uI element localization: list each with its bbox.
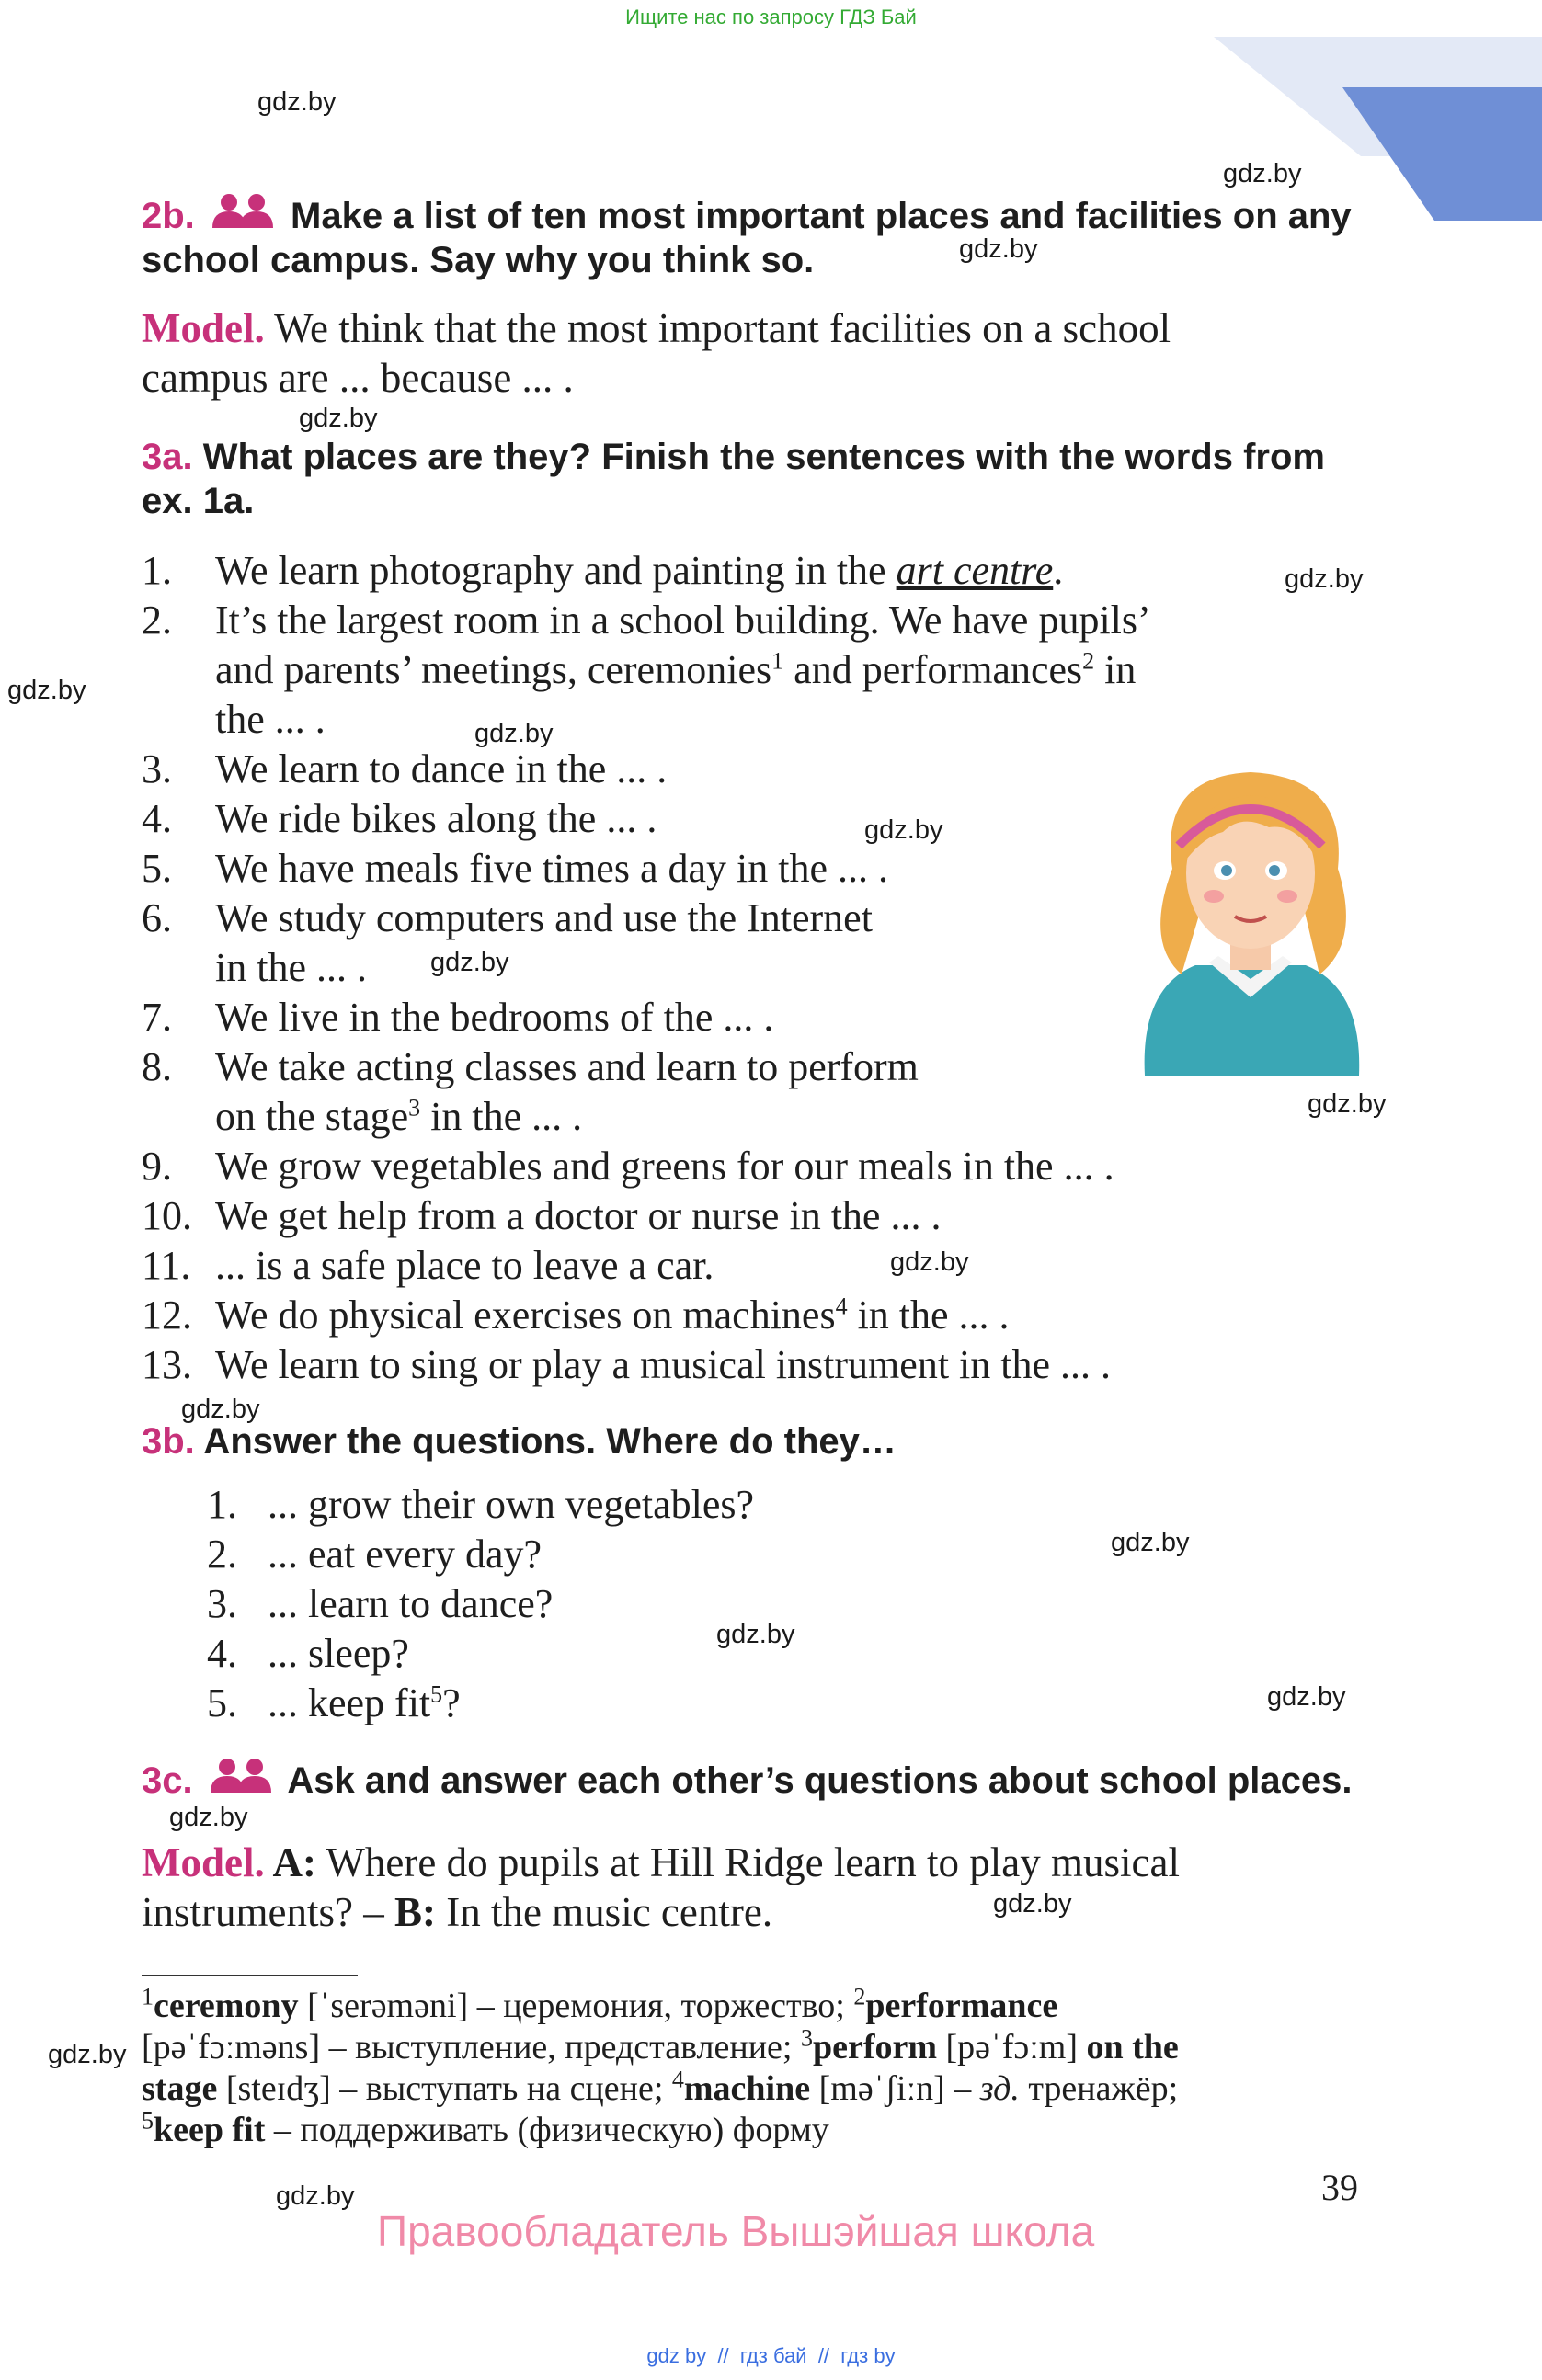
task-3b	[142, 1419, 897, 1463]
footnote-number: 2	[853, 1983, 866, 2010]
watermark: gdz.by	[1285, 564, 1364, 594]
watermark: gdz.by	[993, 1889, 1072, 1919]
item-number: 13.	[142, 1342, 192, 1387]
list-item	[142, 894, 873, 943]
watermark: gdz.by	[257, 87, 337, 117]
item-number: 3.	[142, 746, 172, 791]
list-item	[207, 1679, 461, 1728]
translation: – выступление, представление;	[320, 2028, 801, 2067]
task-instruction-line: ex. 1a.	[142, 481, 255, 521]
watermark: gdz.by	[430, 948, 509, 977]
transcription: [pəˈfɔːm]	[937, 2028, 1078, 2067]
item-number: 8.	[142, 1044, 172, 1089]
watermark: gdz.by	[7, 676, 86, 705]
transcription: [ˈserəməni]	[298, 1987, 469, 2025]
item-text: We do physical exercises on machines	[215, 1292, 836, 1338]
item-text: ... sleep?	[268, 1631, 409, 1676]
item-number: 3.	[207, 1581, 237, 1626]
example-answer: art centre	[896, 548, 1054, 593]
translation: –	[944, 2069, 980, 2108]
item-number: 1.	[207, 1482, 237, 1527]
item-text: We take acting classes and learn to perform	[215, 1044, 919, 1089]
item-number: 11.	[142, 1243, 191, 1288]
item-text: in	[1094, 647, 1137, 692]
watermark: gdz.by	[169, 1803, 248, 1832]
footnote-number: 4	[671, 2066, 684, 2093]
list-item-continuation	[215, 1092, 582, 1142]
list-item	[207, 1579, 553, 1629]
task-3c	[142, 1758, 1352, 1803]
watermark: gdz.by	[181, 1395, 260, 1424]
list-item-continuation: the ... .	[215, 697, 326, 742]
item-text: We learn to dance in the ... .	[215, 746, 668, 791]
transcription: [pəˈfɔːməns]	[142, 2028, 321, 2067]
item-number: 5.	[207, 1680, 237, 1725]
footnote-divider	[142, 1975, 358, 1976]
model-text: campus are ... because ... .	[142, 355, 574, 401]
item-text: in the ... .	[420, 1094, 583, 1139]
item-text: ?	[442, 1680, 461, 1725]
item-text: We grow vegetables and greens for our meals in the ... .	[215, 1144, 1114, 1189]
translation: тренажёр;	[1019, 2069, 1179, 2108]
watermark: gdz.by	[716, 1620, 795, 1649]
watermark: gdz.by	[474, 719, 554, 748]
model-text: We think that the most important facilities on a school	[264, 305, 1171, 351]
task-number: 3b.	[142, 1421, 195, 1462]
item-text: ... is a safe place to leave a car.	[215, 1243, 714, 1288]
list-item	[142, 794, 657, 844]
watermark: gdz.by	[276, 2181, 355, 2211]
list-item	[207, 1530, 542, 1579]
footnote-ref: 4	[835, 1292, 848, 1320]
watermark: gdz.by	[299, 404, 378, 433]
list-item	[142, 844, 888, 894]
item-number: 10.	[142, 1193, 192, 1238]
list-item	[142, 596, 1151, 645]
footnote-word: stage	[142, 2069, 218, 2108]
footnote-number: 5	[142, 2107, 154, 2135]
translation: – выступать на сцене;	[330, 2069, 672, 2108]
footnote-number: 1	[142, 1983, 154, 2010]
pair-work-icon	[207, 1758, 275, 1794]
watermark: gdz.by	[48, 2040, 127, 2069]
item-number: 12.	[142, 1292, 192, 1338]
watermark: gdz.by	[959, 234, 1038, 264]
task-instruction-line: Ask and answer each other’s questions about school places.	[287, 1760, 1353, 1801]
task-instruction-line: Make a list of ten most important places and facilities on any	[291, 196, 1352, 236]
watermark: gdz.by	[1308, 1089, 1387, 1119]
model-text: instruments? –	[142, 1889, 394, 1935]
model-example	[142, 303, 1392, 403]
item-text: and parents’ meetings, ceremonies	[215, 647, 772, 692]
task-instruction-line: Answer the questions. Where do they…	[194, 1421, 897, 1462]
transcription: [məˈʃiːn]	[810, 2069, 945, 2108]
footnote-word: keep fit	[154, 2111, 266, 2149]
model-label: Model.	[142, 305, 265, 351]
list-item	[207, 1629, 409, 1679]
search-hint: Ищите нас по запросу ГДЗ Бай	[625, 6, 917, 28]
list-item	[142, 1042, 919, 1092]
model-example	[142, 1838, 1392, 1937]
task-instruction-line: What places are they? Finish the sentences with the words from	[192, 437, 1325, 477]
item-number: 6.	[142, 895, 172, 940]
speaker-label: A:	[264, 1839, 316, 1885]
task-number: 2b.	[142, 196, 195, 236]
item-text: ... keep fit	[268, 1680, 431, 1725]
copyright-notice: Правообладатель Вышэйшая школа	[377, 2207, 1095, 2255]
item-text: We have meals five times a day in the ... .	[215, 846, 888, 891]
item-text: We get help from a doctor or nurse in the ... .	[215, 1193, 942, 1238]
page-number: 39	[1321, 2167, 1358, 2208]
item-text: We learn photography and painting in the	[215, 548, 897, 593]
item-text: .	[1053, 548, 1064, 593]
speaker-label: B:	[394, 1889, 436, 1935]
footnote-word: performance	[865, 1987, 1058, 2025]
footnote-word: on the	[1078, 2028, 1179, 2067]
list-item	[142, 993, 773, 1042]
watermark: gdz.by	[1267, 1682, 1346, 1712]
task-number: 3a.	[142, 437, 193, 477]
item-text: ... eat every day?	[268, 1532, 543, 1577]
list-item	[142, 1241, 714, 1291]
pair-work-icon	[209, 193, 277, 230]
model-label: Model.	[142, 1839, 265, 1885]
item-text: on the stage	[215, 1094, 409, 1139]
item-number: 5.	[142, 846, 172, 891]
list-item	[142, 1142, 1114, 1191]
footnote-word: ceremony	[154, 1987, 299, 2025]
item-number: 9.	[142, 1144, 172, 1189]
item-text: We study computers and use the Internet	[215, 895, 873, 940]
footnote-word: machine	[683, 2069, 811, 2108]
item-text: It’s the largest room in a school building. We have pupils’	[215, 598, 1151, 643]
translation: – церемония, торжество;	[468, 1987, 854, 2025]
item-text: We ride bikes along the ... .	[215, 796, 657, 841]
task-number: 3c.	[142, 1760, 193, 1801]
item-text: and performances	[783, 647, 1083, 692]
list-item	[142, 1191, 941, 1241]
list-item	[142, 745, 667, 794]
list-item-continuation	[215, 645, 1136, 695]
task-2b	[142, 193, 1383, 282]
list-item	[207, 1480, 754, 1530]
abbreviation: зд.	[979, 2069, 1020, 2108]
footnotes	[142, 1983, 1374, 2151]
task-instruction-line: school campus. Say why you think so.	[142, 240, 815, 280]
footnote-ref: 5	[430, 1680, 443, 1708]
task-3a	[142, 435, 1392, 523]
footnote-ref: 2	[1082, 647, 1095, 675]
bottom-links[interactable]: gdz by // гдз бай // гдз by	[646, 2344, 896, 2367]
item-number: 1.	[142, 548, 172, 593]
item-text: ... grow their own vegetables?	[268, 1482, 755, 1527]
item-text: ... learn to dance?	[268, 1581, 554, 1626]
watermark: gdz.by	[1111, 1528, 1190, 1557]
transcription: [steɪdʒ]	[217, 2069, 331, 2108]
list-item	[142, 1340, 1111, 1390]
item-number: 4.	[207, 1631, 237, 1676]
list-item	[142, 1291, 1010, 1340]
footnote-number: 3	[800, 2024, 813, 2052]
item-number: 2.	[207, 1532, 237, 1577]
footnote-ref: 1	[771, 647, 784, 675]
item-number: 2.	[142, 598, 172, 643]
translation: – поддерживать (физическую) форму	[265, 2111, 829, 2149]
item-text: in the ... .	[847, 1292, 1010, 1338]
model-text: In the music centre.	[435, 1889, 773, 1935]
watermark: gdz.by	[1223, 159, 1302, 188]
list-item	[142, 546, 1063, 596]
watermark: gdz.by	[864, 815, 943, 845]
item-number: 4.	[142, 796, 172, 841]
list-item-continuation: in the ... .	[215, 945, 367, 990]
watermark: gdz.by	[890, 1247, 969, 1277]
item-text: We learn to sing or play a musical instrument in the ... .	[215, 1342, 1112, 1387]
item-number: 7.	[142, 995, 172, 1040]
footnote-word: perform	[812, 2028, 938, 2067]
model-text: Where do pupils at Hill Ridge learn to play musical	[315, 1839, 1180, 1885]
footnote-ref: 3	[408, 1094, 421, 1122]
girl-illustration	[1122, 758, 1379, 1076]
item-text: We live in the bedrooms of the ... .	[215, 995, 774, 1040]
